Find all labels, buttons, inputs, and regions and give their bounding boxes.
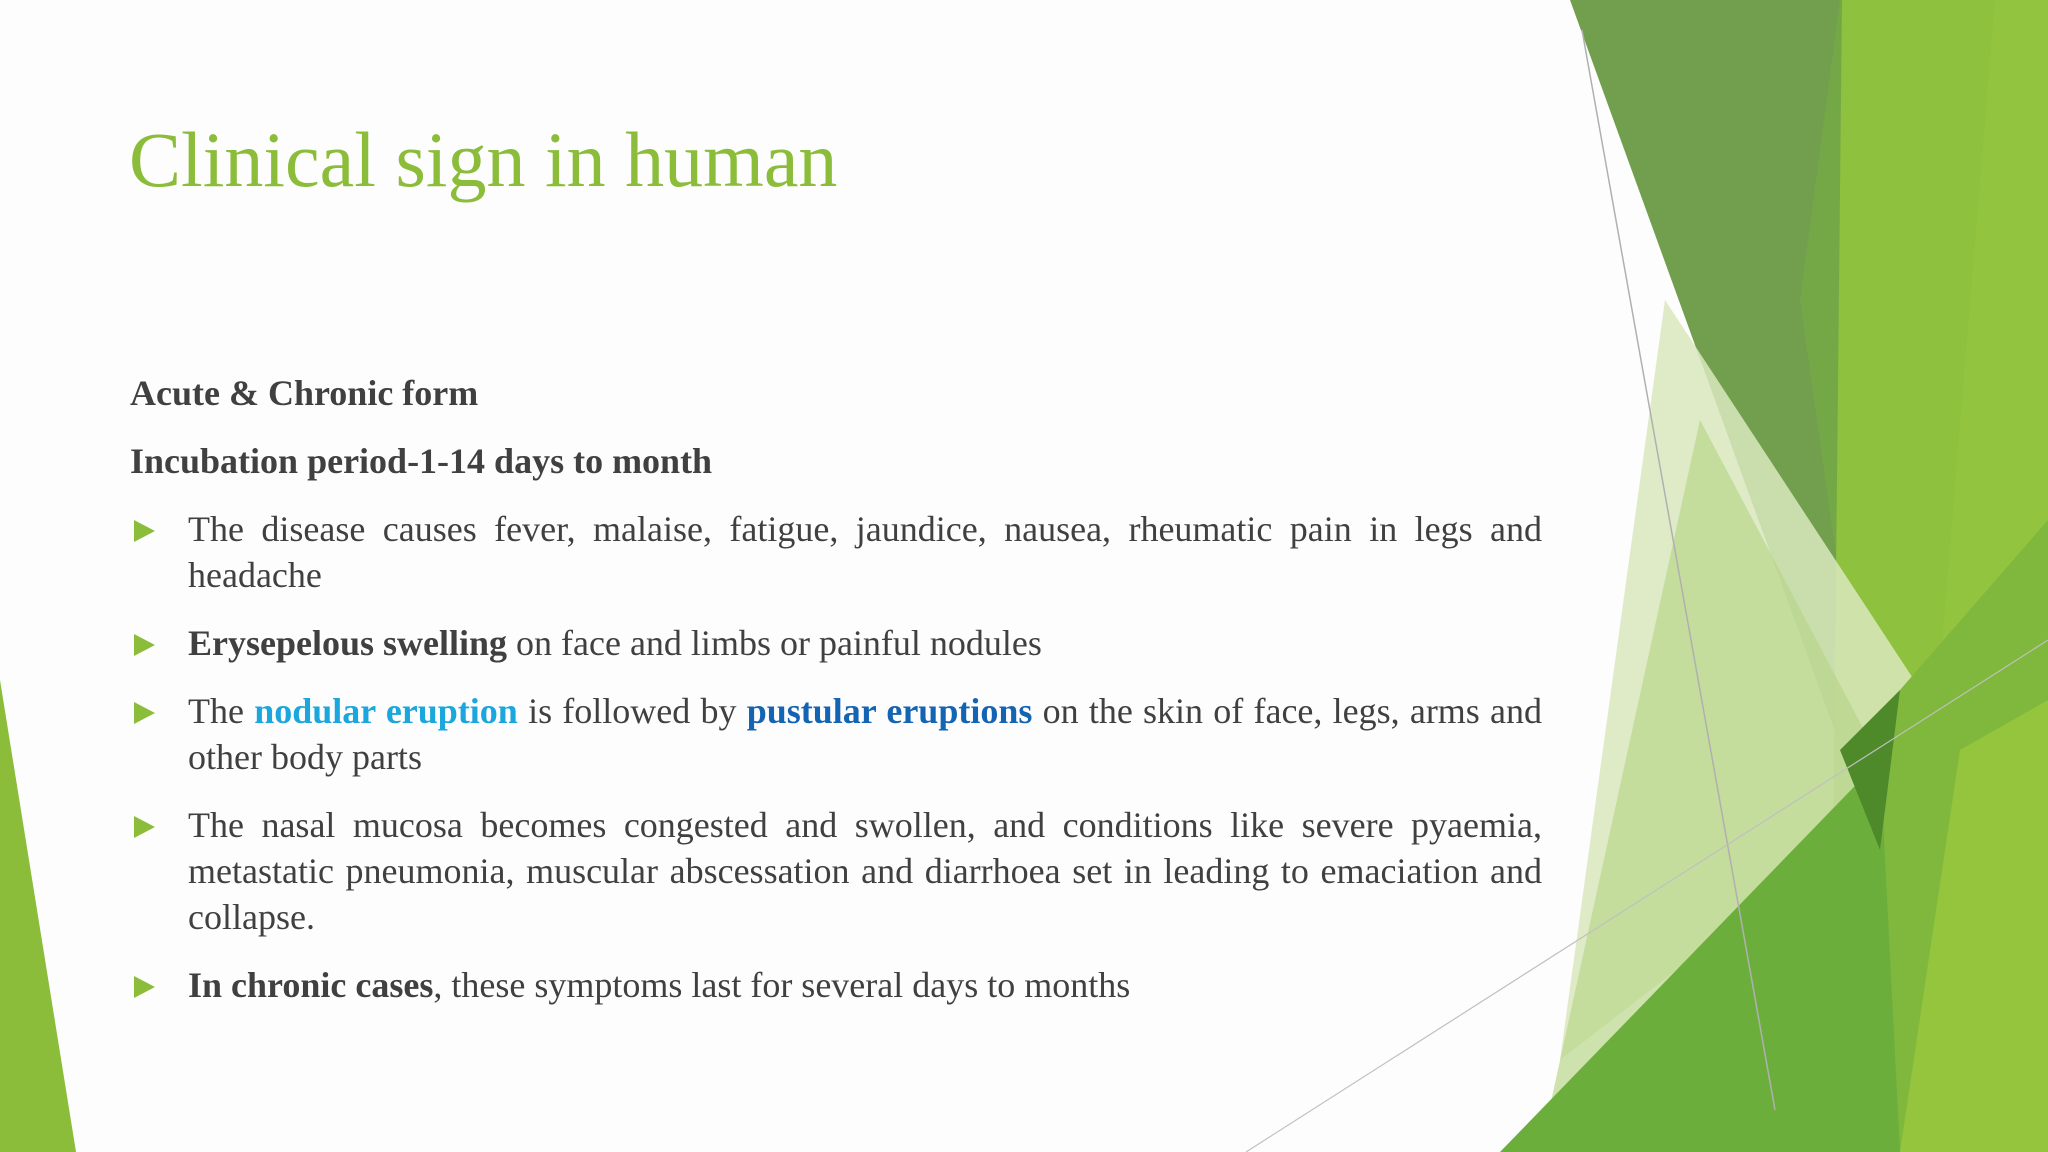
- bullet-text: , these symptoms last for several days to months: [433, 965, 1131, 1005]
- bullet-bold-text: In chronic cases: [188, 965, 434, 1005]
- slide-content: [130, 370, 1542, 1030]
- bullet-text: on the skin of face, legs, arms and other body parts: [188, 691, 1543, 777]
- bullet-item-chronic: [130, 962, 1542, 1008]
- right-triangle-arrow-icon: [134, 816, 155, 838]
- slide-title: Clinical sign in human: [129, 116, 838, 203]
- bullet-item-eruptions: [130, 688, 1542, 780]
- heading-incubation: Incubation period-1-14 days to month: [130, 441, 713, 481]
- left-green-sliver: [0, 680, 76, 1152]
- bullet-item-nasal-mucosa: [130, 802, 1542, 940]
- right-triangle-arrow-icon: [134, 520, 155, 542]
- bullet-item-swelling: [130, 620, 1542, 666]
- bullet-text: The disease causes fever, malaise, fatigue, jaundice, nausea, rheumatic pain in legs and headache: [188, 509, 1542, 595]
- bullet-item-symptoms: [130, 506, 1542, 598]
- bullet-text: The: [188, 691, 255, 731]
- bullet-text: The nasal mucosa becomes congested and swollen, and conditions like severe pyaemia, metastatic pneumonia, muscular abscessation and diarrhoea set in leading to emaciation and collapse.: [188, 805, 1542, 937]
- bullet-text: is followed by: [517, 691, 747, 731]
- bullet-bold-text: Erysepelous swelling: [188, 623, 508, 663]
- heading-form: Acute & Chronic form: [130, 373, 479, 413]
- right-triangle-arrow-icon: [134, 702, 155, 724]
- highlight-pustular-eruptions: pustular eruptions: [746, 691, 1033, 731]
- bullet-text: on face and limbs or painful nodules: [507, 623, 1042, 663]
- highlight-nodular-eruption: nodular eruption: [254, 691, 518, 731]
- bullet-list: [130, 506, 1542, 1008]
- right-triangle-arrow-icon: [134, 634, 155, 656]
- right-triangle-arrow-icon: [134, 976, 155, 998]
